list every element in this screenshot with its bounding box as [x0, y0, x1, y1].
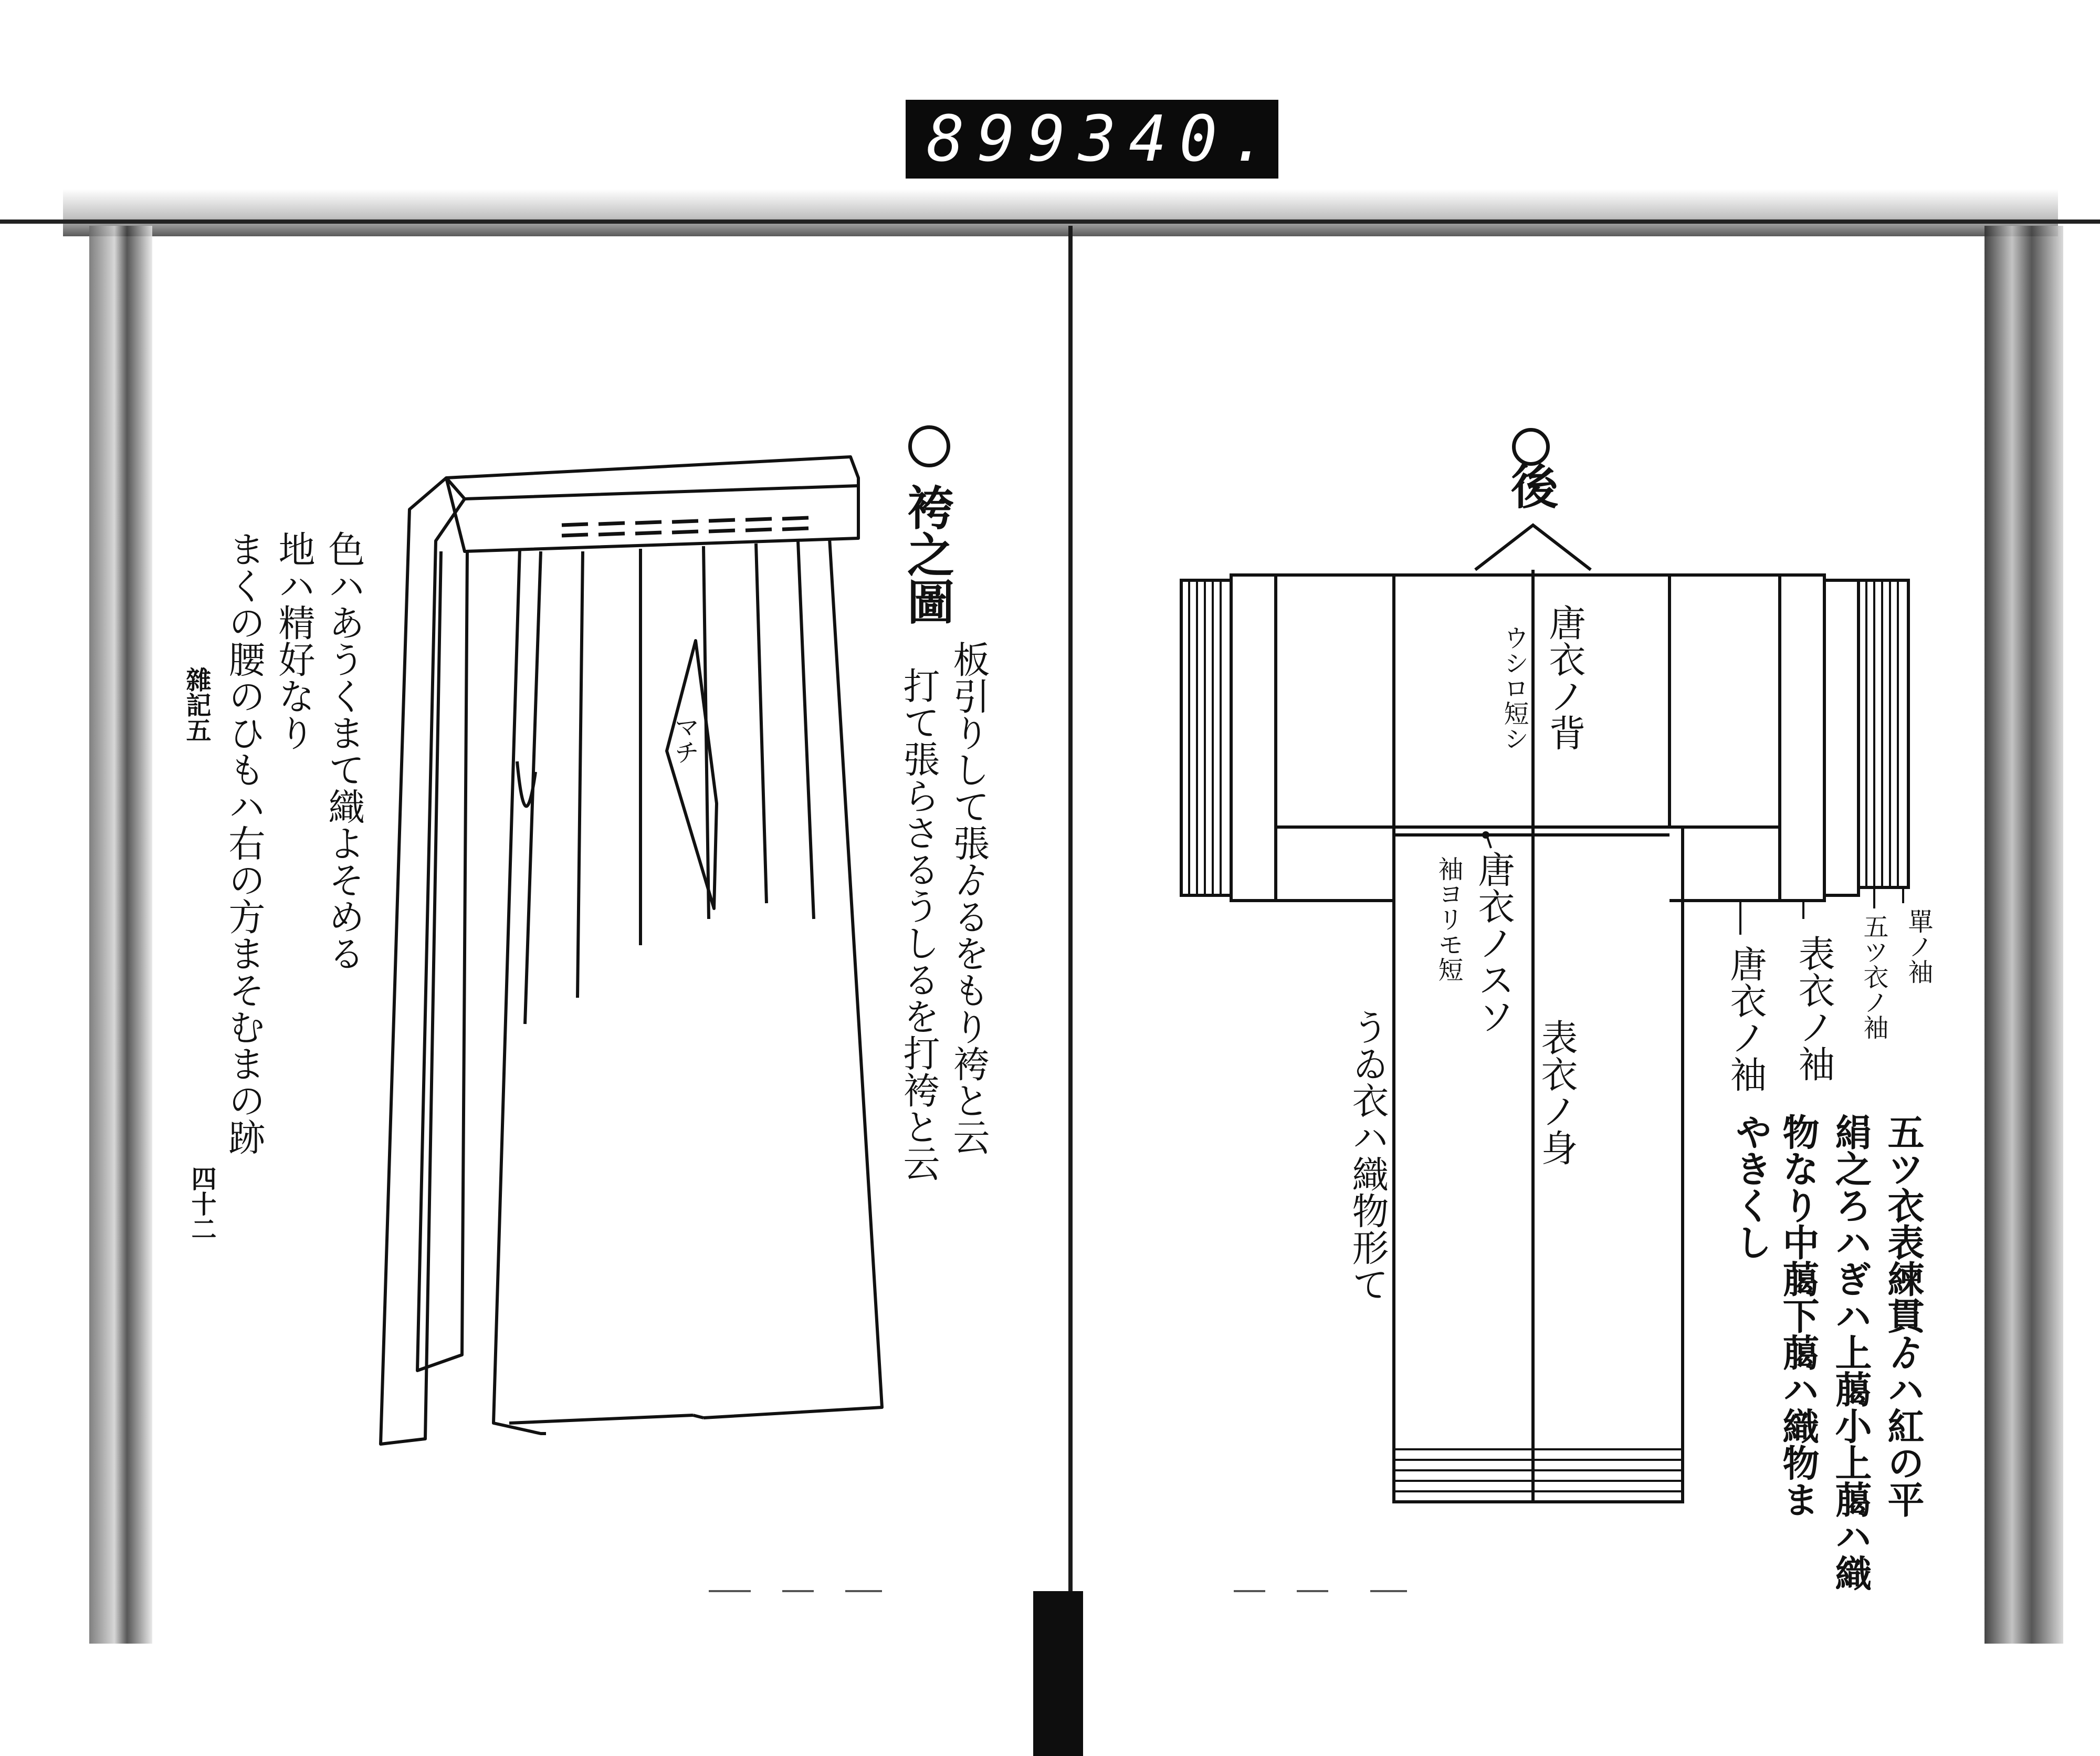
- right-page-edge: [1984, 226, 2063, 1644]
- hakama-note-2: 地ハ精好なり: [272, 530, 316, 751]
- back-title: 後: [1503, 462, 1558, 509]
- bottom-faint-marks: [709, 1586, 1444, 1596]
- paragraph-line-4: やきくし: [1729, 1113, 1773, 1260]
- frame-number-label: [906, 100, 1278, 179]
- left-page-edge: [89, 226, 152, 1644]
- frame-right-number: 340.: [1078, 102, 1280, 176]
- label-sode-yorimo-mijikashi: 袖ヨリモ短: [1434, 856, 1463, 982]
- paragraph-line-2: 絹之ろハぎハ上﨟小上﨟ハ織: [1829, 1113, 1873, 1591]
- label-uwagi-body: 表衣ノ身: [1535, 1019, 1578, 1166]
- paragraph-line-1: 五ツ衣表練貫ゟハ紅の平: [1882, 1113, 1925, 1518]
- label-itsutsuginu-sleeve: 五ツ衣ノ袖: [1859, 914, 1888, 1040]
- top-binding-shadow: [63, 189, 2058, 236]
- top-binding-line: [0, 220, 2100, 224]
- label-hitoe-sleeve: 單ノ袖: [1904, 908, 1933, 984]
- hakama-caption-1: 板引りして張ゟるをもり袴と云: [947, 641, 990, 1155]
- hakama-caption-2: 打て張らさるうしるを打袴と云: [897, 667, 940, 1182]
- label-karaginu-hem: 唐衣ノスソ: [1472, 851, 1515, 1034]
- frame-left-number: 899: [927, 102, 1078, 176]
- paragraph-line-3: 物なり中﨟下﨟ハ織物ま: [1777, 1113, 1820, 1518]
- hakama-note-1: 色ハあうくまて織よそめる: [322, 530, 365, 971]
- label-karaginu-back: 唐衣ノ背: [1543, 604, 1586, 751]
- book-gutter: [1068, 226, 1073, 1602]
- label-karaginu-sleeve: 唐衣ノ袖: [1724, 945, 1767, 1092]
- machi-label: マチ: [670, 714, 699, 765]
- back-title-circle-mark: [1512, 428, 1550, 466]
- hakama-note-3: まくの腰のひもハ右の方まそむまの跡: [223, 530, 266, 1155]
- title-circle-mark: [908, 425, 950, 467]
- note-orimono: うゐ衣ハ織物形て: [1346, 1008, 1389, 1302]
- hakama-illustration: [368, 446, 892, 1470]
- source-citation: 雜記五: [182, 667, 211, 743]
- gutter-foot-shadow: [1033, 1591, 1083, 1756]
- hakama-title: 袴之圖: [899, 483, 954, 625]
- label-ushiro-mijikashi: ウシロ短シ: [1499, 625, 1529, 751]
- page-number: 四十二: [187, 1166, 216, 1241]
- label-uwagi-sleeve: 表衣ノ袖: [1792, 935, 1835, 1082]
